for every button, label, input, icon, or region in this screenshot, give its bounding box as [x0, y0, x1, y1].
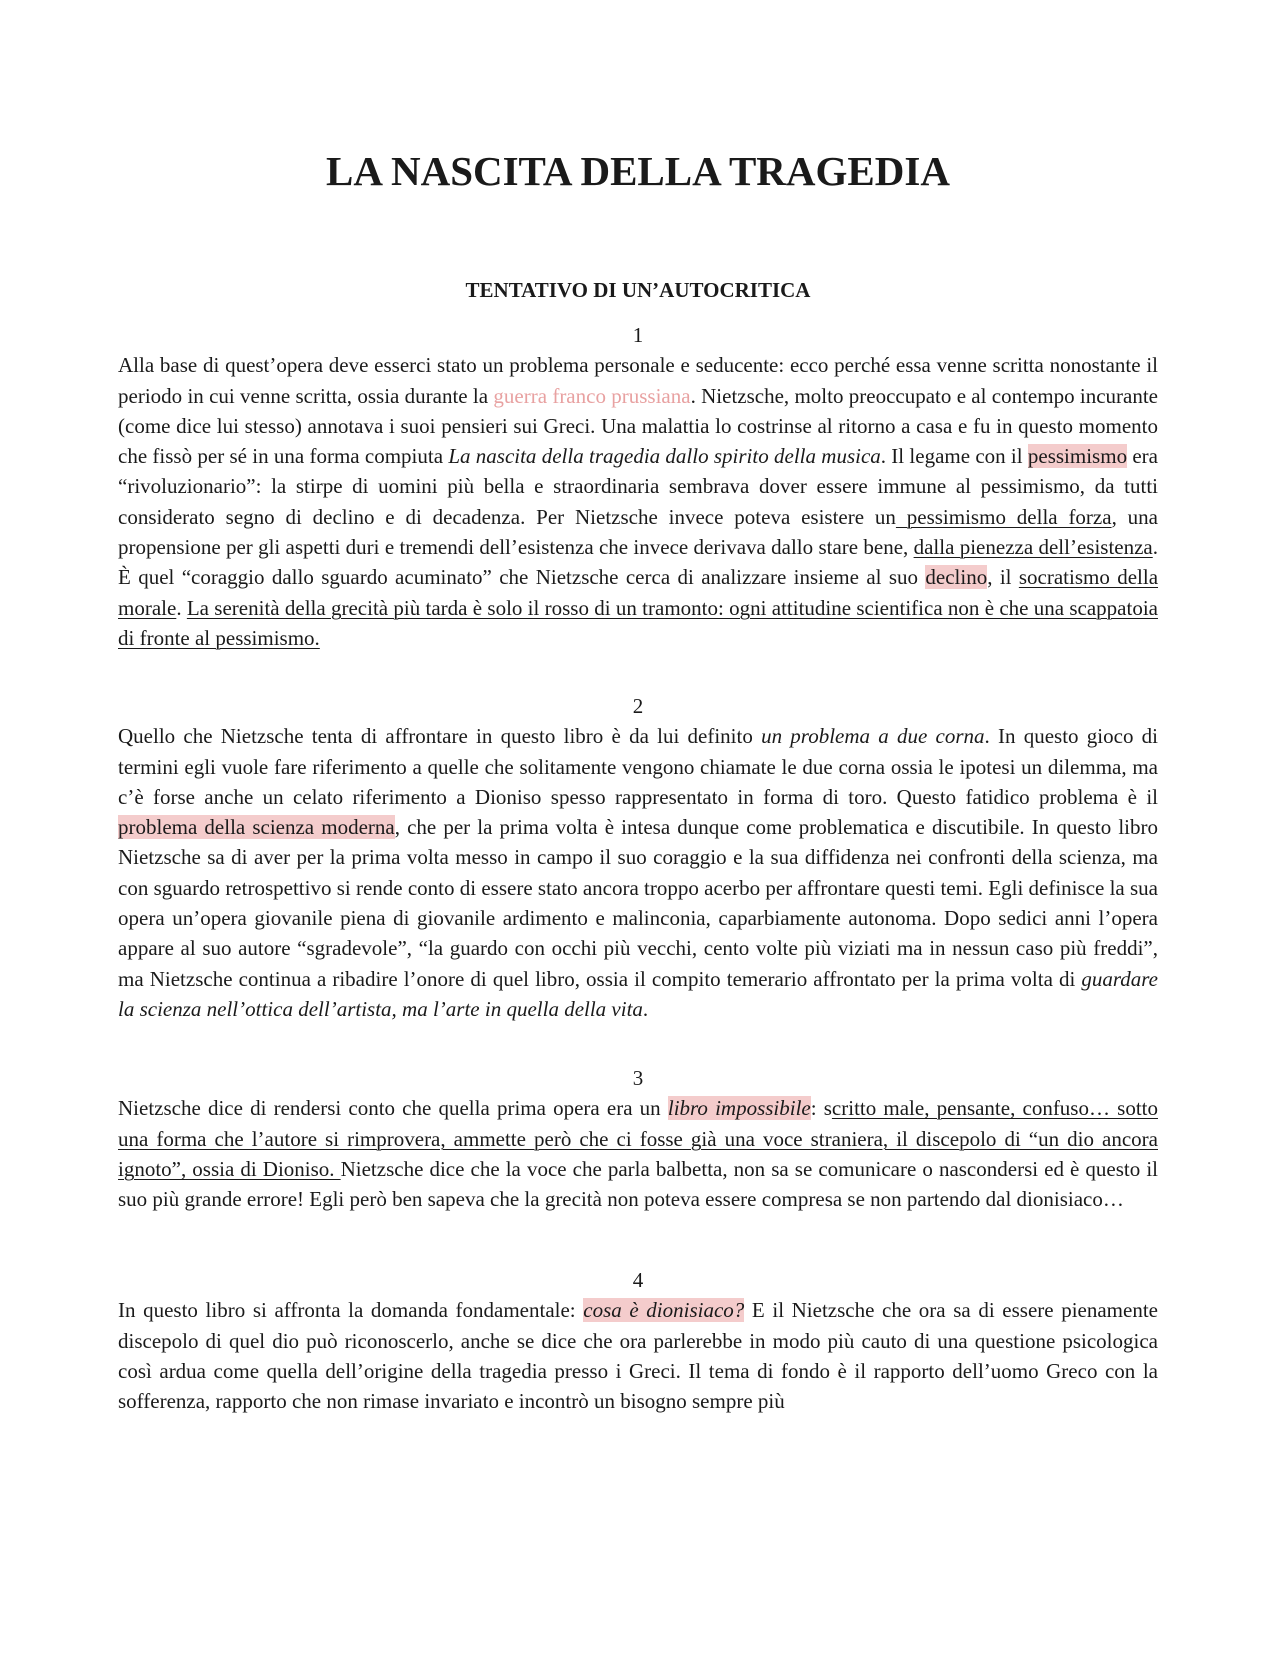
text-run: . È quel “coraggio dallo sguardo acuminato” che Nietzsche cerca di analizzare insieme al suo [118, 535, 1158, 590]
section-paragraph [118, 721, 1158, 1024]
section-paragraph [118, 1295, 1158, 1416]
italic-phrase: un problema a due corna [761, 724, 985, 749]
text-run: . In questo gioco di termini egli vuole fare riferimento a quelle che solitamente vengono chiamate le due corna ossia le ipotesi un dilemma, ma c’è forse anche un celato riferimento a Dioniso spesso rappresentato in forma di toro. Questo fatidico problema è il [118, 724, 1159, 809]
underlined-phrase: pessimismo della forza [895, 504, 1112, 529]
text-run: . [176, 595, 187, 620]
highlighted-term: problema della scienza moderna [118, 815, 395, 840]
underlined-phrase: dalla pienezza dell’esistenza [913, 535, 1153, 560]
text-run: . [642, 996, 649, 1021]
underlined-phrase: La serenità della grecità più tarda è solo il rosso di un tramonto: ogni attitudine scientifica non è che una scappatoia di fronte al pessimismo. [118, 595, 1158, 650]
section-1 [118, 320, 1158, 653]
text-run: Nietzsche dice che la voce che parla balbetta, non sa se comunicare o nascondersi ed è questo il suo più grande errore! Egli però ben sapeva che la grecità non poteva essere compresa se non partendo dal dionisiaco… [118, 1156, 1158, 1212]
text-run: . Nietzsche, molto preoccupato e al contempo incurante (come dice lui stesso) annotava i suoi pensieri sui Greci. Una malattia lo costrinse al ritorno a casa e fu in questo momento che fissò per sé in una forma compiuta [118, 383, 1159, 469]
document-title: LA NASCITA DELLA TRAGEDIA [326, 148, 950, 194]
section-2 [118, 691, 1158, 1024]
text-run: . Il legame con il [880, 444, 1028, 469]
highlighted-term: pessimismo [1027, 444, 1128, 469]
highlighted-term: libro impossibile [667, 1096, 811, 1121]
section-paragraph [118, 350, 1158, 653]
section-number: 3 [632, 1066, 644, 1090]
text-run: In questo libro si affronta la domanda fondamentale: [118, 1298, 584, 1323]
text-run: E il Nietzsche che ora sa di essere pienamente discepolo di quel dio può riconoscerlo, anche se dice che ora parlerebbe in modo più cauto di una questione psicologica così ardua come quella dell’origine della tragedia presso i Greci. Il tema di fondo è il rapporto dell’uomo Greco con la sofferenza, rapporto che non rimase invariato e incontrò un bisogno sempre più [118, 1298, 1158, 1414]
text-run: , una propensione per gli aspetti duri e tremendi dell’esistenza che invece derivava dallo stare bene, [118, 504, 1158, 560]
text-run: Nietzsche dice di rendersi conto che quella prima opera era un [118, 1096, 668, 1121]
text-run: , che per la prima volta è intesa dunque come problematica e discutibile. In questo libro Nietzsche sa di aver per la prima volta messo in campo il suo coraggio e la sua diffidenza nei confronti della scienza, ma con sguardo retrospettivo si rende conto di essere stato ancora troppo acerbo per affrontare questi temi. Egli definisce la sua opera un’opera giovanile piena di giovanile ardimento e malinconia, caparbiamente autonoma. Dopo sedici anni l’opera appare al suo autore “sgradevole”, “la guardo con occhi più vecchi, cento volte più viziati ma in nessun caso più freddi”, ma Nietzsche continua a ribadire l’onore di quel libro, ossia il compito temerario affrontato per la prima volta di [118, 815, 1158, 991]
section-3 [118, 1063, 1158, 1214]
highlighted-term: declino [925, 565, 988, 590]
text-run: era “rivoluzionario”: la stirpe di uomini più bella e straordinaria sembrava dover essere immune al pessimismo, da tutti considerato segno di declino e di decadenza. Per Nietzsche invece poteva esistere un [118, 444, 1158, 529]
text-run: Alla base di quest’opera deve esserci stato un problema personale e seducente: ecco perché essa venne scritta nonostante il periodo in cui venne scritta, ossia durante la [118, 353, 1158, 408]
underlined-phrase: critto male, pensante, confuso… sotto una forma che l’autore si rimprovera, ammette però che ci fosse già una voce straniera, il discepolo di “un dio ancora ignoto”, ossia di Dioniso. [118, 1096, 1158, 1181]
italic-title: La nascita della tragedia dallo spirito della musica [448, 444, 881, 469]
section-paragraph [118, 1093, 1158, 1214]
section-number: 1 [632, 323, 644, 347]
document-subtitle: TENTATIVO DI UN’AUTOCRITICA [465, 278, 811, 302]
section-number: 4 [632, 1268, 644, 1292]
text-run: : s [810, 1096, 832, 1121]
highlighted-term: cosa è dionisiaco? [583, 1298, 745, 1323]
section-4 [118, 1265, 1158, 1416]
text-run: Quello che Nietzsche tenta di affrontare in questo libro è da lui definito [118, 724, 762, 749]
text-run: , il [987, 565, 1019, 590]
underlined-phrase: socratismo della morale [118, 565, 1159, 620]
section-number: 2 [632, 694, 644, 718]
highlighted-term-link[interactable]: guerra franco prussiana [493, 383, 691, 408]
italic-phrase: guardare la scienza nell’ottica dell’artista, ma l’arte in quella della vita [118, 966, 1158, 1021]
